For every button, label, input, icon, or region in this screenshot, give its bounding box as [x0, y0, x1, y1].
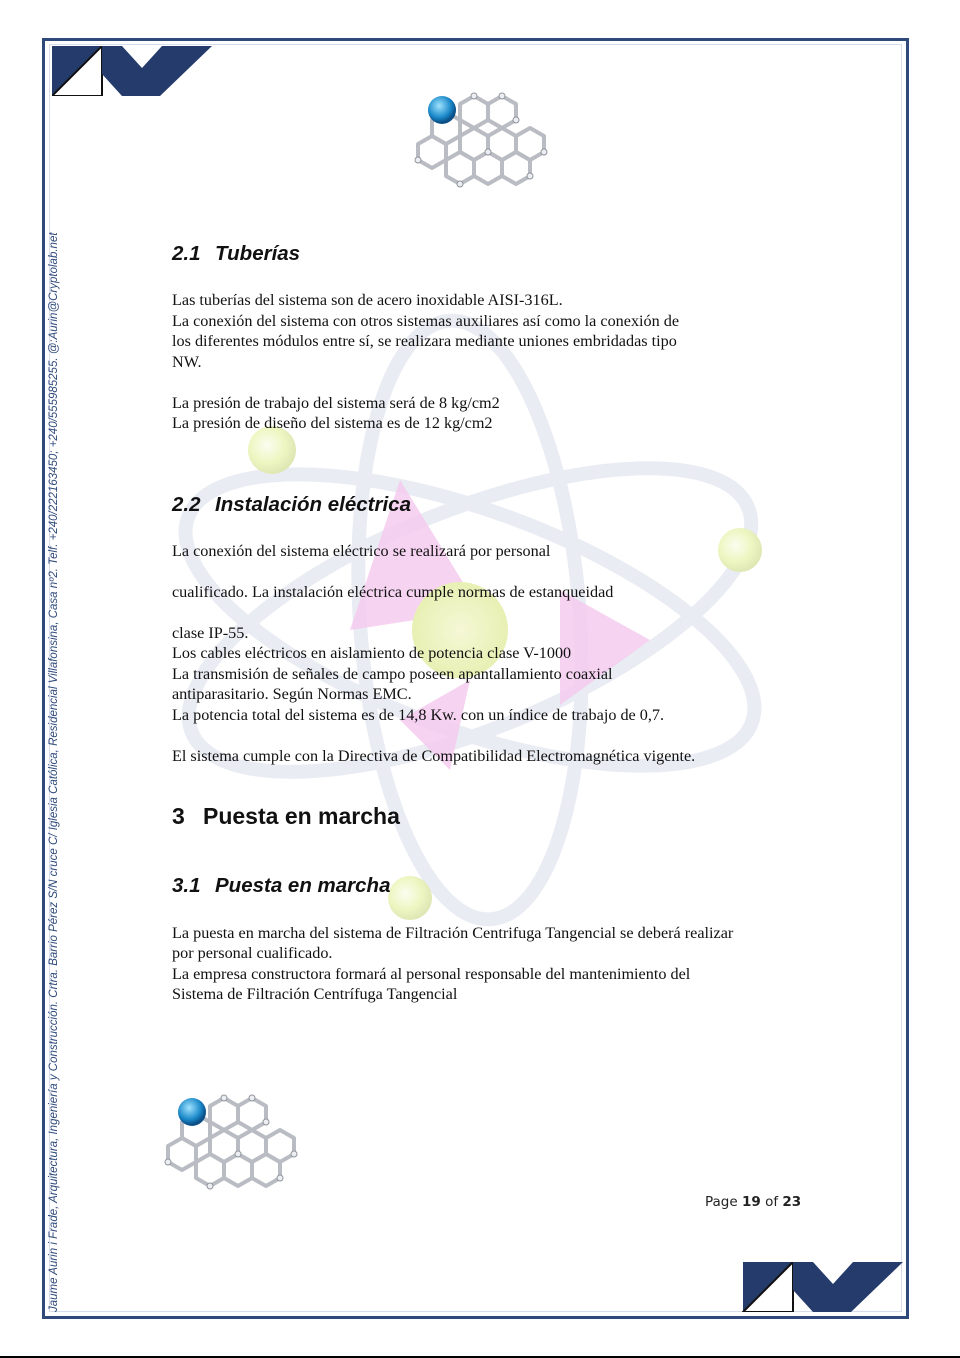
paragraph-line: La conexión del sistema con otros sistemas auxiliares así como la conexión de — [172, 312, 680, 330]
molecule-logo-bottom — [152, 1092, 302, 1202]
paragraph-line: por personal cualificado. — [172, 944, 333, 962]
paragraph-line: clase IP-55. — [172, 624, 249, 642]
company-logo-bottom — [742, 1262, 904, 1312]
total-pages: 23 — [782, 1194, 802, 1210]
current-page: 19 — [741, 1194, 761, 1210]
heading-3 — [172, 803, 400, 830]
paragraph-line: cualificado. La instalación eléctrica cumple normas de estanqueidad — [172, 583, 614, 601]
heading-2-2 — [172, 493, 411, 517]
company-logo-top — [52, 46, 212, 96]
paragraph-line: La transmisión de señales de campo poseen apantallamiento coaxial — [172, 665, 613, 683]
paragraph-line: Los cables eléctricos en aislamiento de potencia clase V-1000 — [172, 644, 572, 662]
heading-number: 2.2 — [172, 493, 201, 516]
heading-3-1 — [172, 874, 390, 898]
paragraph-line: los diferentes módulos entre sí, se realizara mediante uniones embridadas tipo — [172, 332, 677, 350]
paragraph-line: La presión de trabajo del sistema será de 8 kg/cm2 — [172, 394, 500, 412]
of-word: of — [765, 1194, 779, 1210]
sidebar-address: Jaume Aurin i Frade, Arquitectura, Ingeniería y Construcción. Crtra. Barrio Pérez S/N cruce C/ Iglesia Católica, Residencial Villafonsina, Casa nº2. Telf. +240/222163450; +240/555985255. @:Aurin@Cryptolab.net — [48, 232, 60, 1312]
paragraph-line: Sistema de Filtración Centrífuga Tangencial — [172, 985, 458, 1003]
paragraph-line: Las tuberías del sistema son de acero inoxidable AISI-316L. — [172, 291, 563, 309]
heading-title: Instalación eléctrica — [215, 493, 411, 516]
heading-title: Puesta en marcha — [203, 803, 400, 829]
heading-2-1 — [172, 242, 300, 266]
paragraph-line: antiparasitario. Según Normas EMC. — [172, 685, 412, 703]
heading-number: 2.1 — [172, 242, 201, 265]
paragraph-line: La empresa constructora formará al personal responsable del mantenimiento del — [172, 965, 691, 983]
page-word: Page — [705, 1194, 738, 1210]
paragraph-line: La potencia total del sistema es de 14,8 Kw. con un índice de trabajo de 0,7. — [172, 706, 665, 724]
heading-number: 3 — [172, 803, 185, 829]
paragraph-line: La presión de diseño del sistema es de 12 kg/cm2 — [172, 414, 493, 432]
paragraph-line: La puesta en marcha del sistema de Filtración Centrifuga Tangencial se deberá realizar — [172, 924, 734, 942]
paragraph-line: El sistema cumple con la Directiva de Compatibilidad Electromagnética vigente. — [172, 747, 696, 765]
heading-title: Tuberías — [215, 242, 301, 265]
molecule-logo-top — [402, 90, 552, 200]
paragraph-line: NW. — [172, 353, 202, 371]
paragraph-line: La conexión del sistema eléctrico se realizará por personal — [172, 542, 551, 560]
heading-title: Puesta en marcha — [215, 874, 391, 897]
heading-number: 3.1 — [172, 874, 201, 897]
page-number — [705, 1194, 801, 1210]
